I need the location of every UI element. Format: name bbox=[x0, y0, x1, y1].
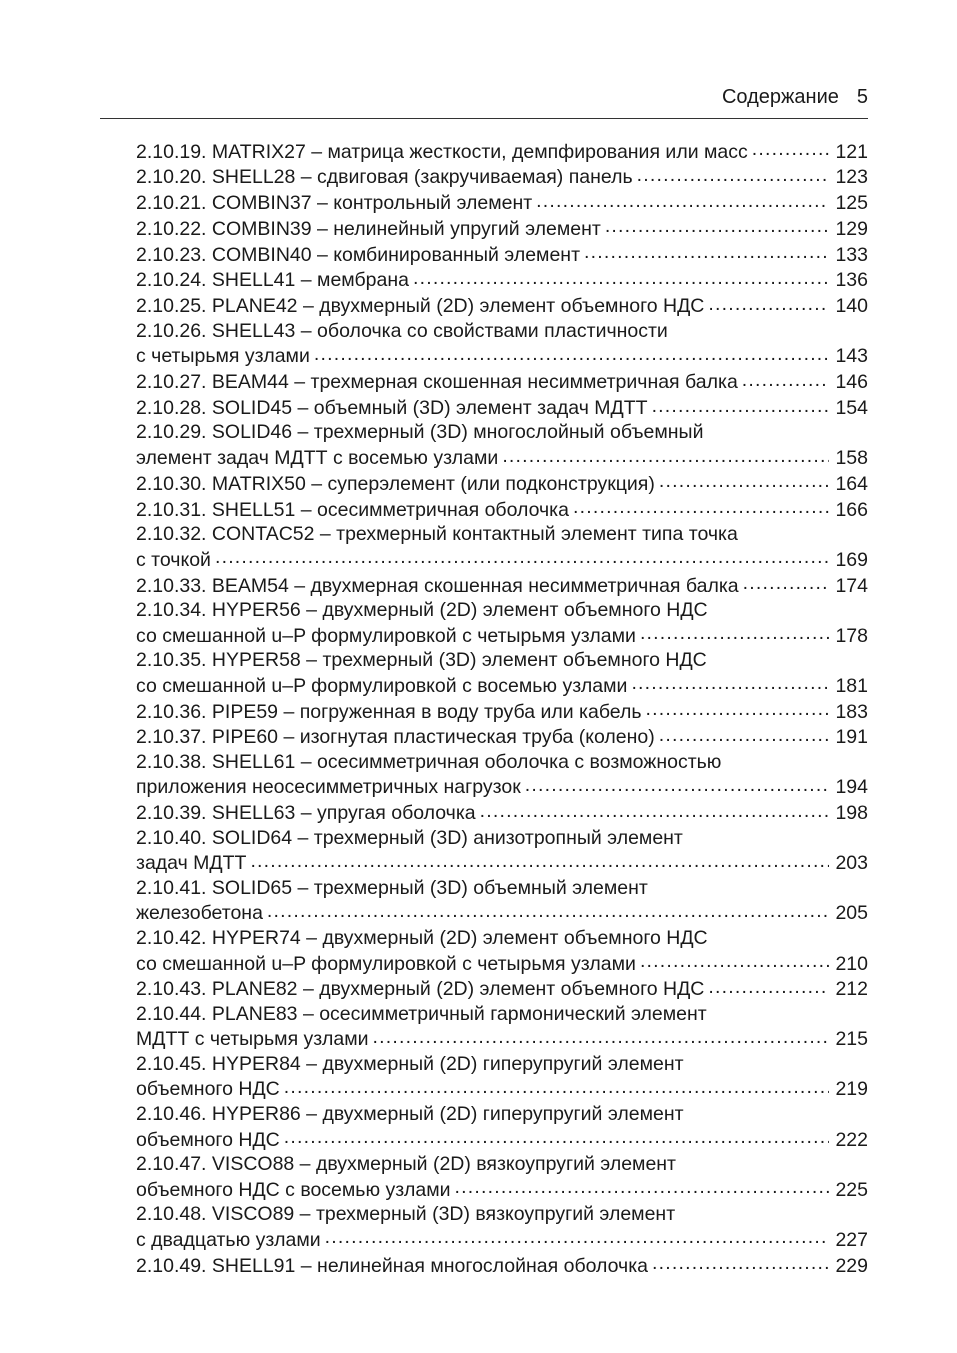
dot-leader bbox=[652, 1252, 829, 1272]
toc-entry-title: 2.10.27. BEAM44 – трехмерная скошенная несимметричная балка bbox=[136, 371, 738, 394]
toc-entry-page: 125 bbox=[835, 192, 868, 215]
dot-leader bbox=[325, 1226, 830, 1246]
toc-entry-page: 136 bbox=[835, 269, 868, 292]
toc-entry[interactable] bbox=[136, 164, 868, 190]
toc-entry[interactable] bbox=[136, 926, 868, 976]
toc-entry-title: 2.10.31. SHELL51 – осесимметричная оболочка bbox=[136, 498, 569, 521]
toc-entry[interactable] bbox=[136, 648, 868, 698]
toc-entry-title: 2.10.36. PIPE59 – погруженная в воду труба или кабель bbox=[136, 700, 642, 723]
toc-entry-page: 164 bbox=[835, 472, 868, 495]
dot-leader bbox=[742, 369, 830, 389]
toc-entry[interactable] bbox=[136, 1002, 868, 1052]
toc-entry-page: 140 bbox=[835, 295, 868, 318]
toc-entry-title: 2.10.47. VISCO88 – двухмерный (2D) вязкоупругий элемент bbox=[136, 1152, 676, 1175]
toc-entry[interactable] bbox=[136, 190, 868, 216]
toc-entry[interactable] bbox=[136, 522, 868, 572]
dot-leader bbox=[267, 900, 830, 920]
toc-entry-title: 2.10.41. SOLID65 – трехмерный (3D) объемный элемент bbox=[136, 876, 648, 899]
toc-entry[interactable] bbox=[136, 572, 868, 598]
toc-entry-title: 2.10.19. MATRIX27 – матрица жесткости, демпфирования или масс bbox=[136, 140, 748, 163]
dot-leader bbox=[637, 164, 830, 184]
toc-entry-title-continuation: МДТТ с четырьмя узлами bbox=[136, 1028, 369, 1051]
dot-leader bbox=[314, 343, 830, 363]
dot-leader bbox=[413, 267, 829, 287]
toc-entry-title: 2.10.23. COMBIN40 – комбинированный элемент bbox=[136, 243, 581, 266]
dot-leader bbox=[640, 950, 830, 970]
toc-entry[interactable] bbox=[136, 394, 868, 420]
dot-leader bbox=[502, 445, 829, 465]
dot-leader bbox=[652, 394, 830, 414]
dot-leader bbox=[525, 774, 830, 794]
dot-leader bbox=[455, 1176, 830, 1196]
toc-entry-page: 174 bbox=[835, 574, 868, 597]
dot-leader bbox=[250, 850, 829, 870]
dot-leader bbox=[708, 976, 829, 996]
toc-entry-page: 203 bbox=[835, 852, 868, 875]
toc-entry-page: 123 bbox=[835, 166, 868, 189]
dot-leader bbox=[605, 215, 830, 235]
toc-entry-title-continuation: объемного НДС bbox=[136, 1128, 280, 1151]
toc-entry-title: 2.10.28. SOLID45 – объемный (3D) элемент задач МДТТ bbox=[136, 396, 648, 419]
toc-entry[interactable] bbox=[136, 293, 868, 319]
toc-entry-title-continuation: с четырьмя узлами bbox=[136, 345, 310, 368]
toc-entry[interactable] bbox=[136, 267, 868, 293]
toc-entry[interactable] bbox=[136, 319, 868, 369]
toc-entry-title: 2.10.43. PLANE82 – двухмерный (2D) элемент объемного НДС bbox=[136, 978, 705, 1001]
toc-entry-page: 169 bbox=[835, 548, 868, 571]
toc-entry-page: 121 bbox=[835, 140, 868, 163]
toc-entry[interactable] bbox=[136, 241, 868, 267]
dot-leader bbox=[573, 496, 829, 516]
dot-leader bbox=[480, 800, 830, 820]
toc-entry[interactable] bbox=[136, 826, 868, 876]
header-title: Содержание bbox=[721, 86, 839, 108]
toc-entry-title: 2.10.29. SOLID46 – трехмерный (3D) многослойный объемный bbox=[136, 421, 704, 444]
toc-entry-page: 133 bbox=[835, 243, 868, 266]
toc-entry[interactable] bbox=[136, 1152, 868, 1202]
toc-entry-title: 2.10.49. SHELL91 – нелинейная многослойная оболочка bbox=[136, 1254, 649, 1277]
toc-entry-title: 2.10.34. HYPER56 – двухмерный (2D) элемент объемного НДС bbox=[136, 598, 708, 621]
toc-entry-page: 143 bbox=[835, 345, 868, 368]
dot-leader bbox=[631, 672, 829, 692]
toc-entry-title-continuation: со смешанной u–P формулировкой с четырьмя узлами bbox=[136, 624, 636, 647]
toc-entry[interactable] bbox=[136, 470, 868, 496]
toc-entry[interactable] bbox=[136, 1252, 868, 1278]
dot-leader bbox=[743, 572, 830, 592]
toc-entry[interactable] bbox=[136, 369, 868, 395]
toc-entry-title: 2.10.39. SHELL63 – упругая оболочка bbox=[136, 802, 476, 825]
toc-entry[interactable] bbox=[136, 496, 868, 522]
dot-leader bbox=[659, 724, 830, 744]
dot-leader bbox=[284, 1076, 830, 1096]
toc-entry[interactable] bbox=[136, 800, 868, 826]
table-of-contents bbox=[136, 138, 868, 1278]
toc-entry-title: 2.10.24. SHELL41 – мембрана bbox=[136, 269, 409, 292]
dot-leader bbox=[640, 622, 830, 642]
toc-entry[interactable] bbox=[136, 215, 868, 241]
toc-entry-page: 229 bbox=[835, 1254, 868, 1277]
toc-entry-title: 2.10.44. PLANE83 – осесимметричный гармонический элемент bbox=[136, 1002, 707, 1025]
toc-entry-title: 2.10.40. SOLID64 – трехмерный (3D) анизотропный элемент bbox=[136, 826, 683, 849]
toc-entry[interactable] bbox=[136, 1052, 868, 1102]
toc-entry-page: 227 bbox=[835, 1228, 868, 1251]
toc-entry-title-continuation: со смешанной u–P формулировкой с восемью узлами bbox=[136, 674, 628, 697]
toc-entry-page: 146 bbox=[835, 371, 868, 394]
toc-entry-title-continuation: элемент задач МДТТ с восемью узлами bbox=[136, 447, 499, 470]
toc-entry-title-continuation: с двадцатью узлами bbox=[136, 1228, 321, 1251]
toc-entry-title-continuation: задач МДТТ bbox=[136, 852, 247, 875]
toc-entry[interactable] bbox=[136, 138, 868, 164]
toc-entry[interactable] bbox=[136, 420, 868, 470]
toc-entry-title: 2.10.46. HYPER86 – двухмерный (2D) гиперупругий элемент bbox=[136, 1102, 684, 1125]
dot-leader bbox=[646, 698, 830, 718]
dot-leader bbox=[708, 293, 829, 313]
dot-leader bbox=[659, 470, 830, 490]
dot-leader bbox=[284, 1126, 830, 1146]
toc-entry-title: 2.10.32. CONTAC52 – трехмерный контактный элемент типа точка bbox=[136, 522, 738, 545]
toc-entry-page: 166 bbox=[835, 498, 868, 521]
toc-entry-page: 158 bbox=[835, 447, 868, 470]
dot-leader bbox=[536, 190, 829, 210]
toc-entry[interactable] bbox=[136, 750, 868, 800]
toc-entry-title: 2.10.33. BEAM54 – двухмерная скошенная несимметричная балка bbox=[136, 574, 739, 597]
toc-entry-title: 2.10.35. HYPER58 – трехмерный (3D) элемент объемного НДС bbox=[136, 648, 707, 671]
dot-leader bbox=[215, 546, 830, 566]
toc-entry-title: 2.10.30. MATRIX50 – суперэлемент (или подконструкция) bbox=[136, 472, 655, 495]
toc-entry-title: 2.10.22. COMBIN39 – нелинейный упругий элемент bbox=[136, 217, 601, 240]
toc-entry-title-continuation: с точкой bbox=[136, 548, 211, 571]
toc-entry[interactable] bbox=[136, 876, 868, 926]
toc-entry-page: 225 bbox=[835, 1178, 868, 1201]
toc-entry-title-continuation: со смешанной u–P формулировкой с четырьмя узлами bbox=[136, 952, 636, 975]
toc-entry-title: 2.10.38. SHELL61 – осесимметричная оболочка с возможностью bbox=[136, 750, 722, 773]
toc-entry-page: 183 bbox=[835, 700, 868, 723]
toc-entry-title-continuation: объемного НДС с восемью узлами bbox=[136, 1178, 451, 1201]
toc-entry-title: 2.10.20. SHELL28 – сдвиговая (закручиваемая) панель bbox=[136, 166, 633, 189]
toc-entry-title-continuation: железобетона bbox=[136, 902, 263, 925]
toc-entry-page: 191 bbox=[835, 726, 868, 749]
dot-leader bbox=[373, 1026, 830, 1046]
toc-entry[interactable] bbox=[136, 698, 868, 724]
toc-entry-title: 2.10.21. COMBIN37 – контрольный элемент bbox=[136, 192, 533, 215]
toc-entry-title-continuation: приложения неосесимметричных нагрузок bbox=[136, 776, 521, 799]
toc-entry-title: 2.10.37. PIPE60 – изогнутая пластическая труба (колено) bbox=[136, 726, 655, 749]
toc-entry-title: 2.10.26. SHELL43 – оболочка со свойствами пластичности bbox=[136, 319, 668, 342]
toc-entry[interactable] bbox=[136, 598, 868, 648]
dot-leader bbox=[584, 241, 829, 261]
toc-entry-page: 194 bbox=[835, 776, 868, 799]
toc-entry[interactable] bbox=[136, 1202, 868, 1252]
toc-entry-title: 2.10.45. HYPER84 – двухмерный (2D) гиперупругий элемент bbox=[136, 1052, 684, 1075]
toc-entry-page: 129 bbox=[835, 217, 868, 240]
toc-entry-page: 205 bbox=[835, 902, 868, 925]
toc-entry-page: 154 bbox=[835, 396, 868, 419]
toc-entry-page: 222 bbox=[835, 1128, 868, 1151]
running-header bbox=[100, 84, 868, 119]
toc-entry[interactable] bbox=[136, 1102, 868, 1152]
toc-entry-title-continuation: объемного НДС bbox=[136, 1078, 280, 1101]
toc-entry-page: 212 bbox=[835, 978, 868, 1001]
dot-leader bbox=[752, 138, 830, 158]
toc-entry-page: 210 bbox=[835, 952, 868, 975]
toc-entry-page: 181 bbox=[835, 674, 868, 697]
toc-entry-page: 198 bbox=[835, 802, 868, 825]
toc-entry-title: 2.10.25. PLANE42 – двухмерный (2D) элемент объемного НДС bbox=[136, 295, 705, 318]
toc-entry-page: 178 bbox=[835, 624, 868, 647]
toc-entry-title: 2.10.42. HYPER74 – двухмерный (2D) элемент объемного НДС bbox=[136, 926, 708, 949]
page-number: 5 bbox=[856, 86, 868, 108]
toc-entry-title: 2.10.48. VISCO89 – трехмерный (3D) вязкоупругий элемент bbox=[136, 1202, 676, 1225]
toc-entry-page: 219 bbox=[835, 1078, 868, 1101]
toc-entry[interactable] bbox=[136, 724, 868, 750]
toc-entry[interactable] bbox=[136, 976, 868, 1002]
toc-entry-page: 215 bbox=[835, 1028, 868, 1051]
